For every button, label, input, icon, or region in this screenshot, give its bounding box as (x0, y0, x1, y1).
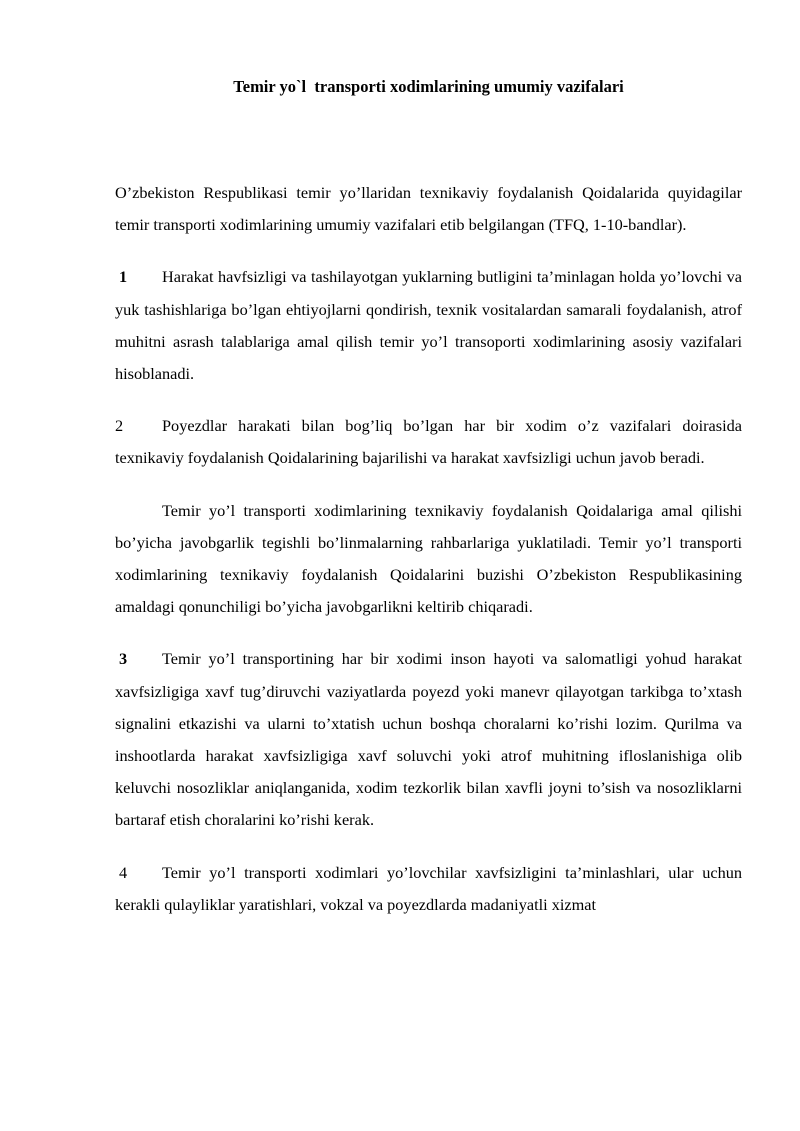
list-item (115, 261, 742, 390)
document-body (115, 177, 742, 921)
list-item (115, 857, 742, 921)
item-text: Temir yo’l transporti xodimlari yo’lovchilar xavfsizligini ta’minlashlari, ular uchun kerakli qulayliklar yaratishlari, vokzal va poyezdlarda madaniyatli xizmat (115, 862, 742, 914)
item-number: 4 (119, 862, 128, 882)
list-item: Temir yo’l transporti xodimlarining texnikaviy foydalanish Qoidalariga amal qilishi bo’yicha javobgarlik tegishli bo’linmalarning rahbarlariga yuklatiladi. Temir yo’l transporti xodimlarining texnikaviy foydalanish Qoidalarini buzishi O’zbekiston Respublikasining amaldagi qonunchiligi bo’yicha javobgarlikni keltirib chiqaradi. (115, 500, 742, 617)
item-number: 1 (119, 267, 128, 287)
item-text: Harakat havfsizligi va tashilayotgan yuklarning butligini ta’minlagan holda yo’lovchi va yuk tashishlariga bo’lgan ehtiyojlarni qondirish, texnik vositalardan samarali foydalanish, atrof muhitni asrash talablariga amal qilish temir yo’l transoporti xodimlarining asosiy vazifalari hisoblanadi. (115, 267, 742, 384)
item-text: Temir yo’l transportining har bir xodimi inson hayoti va salomatligi yohud harakat xavfsizligiga xavf tug’diruvchi vaziyatlarda poyezd yoki manevr qilayotgan tarkibga to’xtash signalini etkazishi va ularni to’xtatish uchun boshqa choralarni ko’rishi lozim. Qurilma va inshootlarda harakat xavfsizligiga xavf soluvchi yoki atrof muhitning ifloslanishiga olib keluvchi nosozliklar aniqlanganida, xodim tezkorlik bilan xavfli joyni to’sish va nosozliklarni bartaraf etish choralarini ko’rishi kerak. (115, 649, 742, 830)
page-title: Temir yo`l transporti xodimlarining umumiy vazifalari (233, 77, 624, 96)
item-number: 3 (119, 649, 128, 669)
list-item (115, 643, 742, 836)
item-text: Poyezdlar harakati bilan bog’liq bo’lgan har bir xodim o’z vazifalari doirasida texnikaviy foydalanish Qoidalarining bajarilishi va harakat xavfsizligi uchun javob beradi. (115, 416, 742, 468)
list-item (115, 410, 742, 474)
intro-paragraph: O’zbekiston Respublikasi temir yo’llaridan texnikaviy foydalanish Qoidalarida quyidagilar temir transporti xodimlarining umumiy vazifalari etib belgilangan (TFQ, 1-10-bandlar). (115, 183, 742, 235)
item-number: 2 (115, 416, 124, 436)
